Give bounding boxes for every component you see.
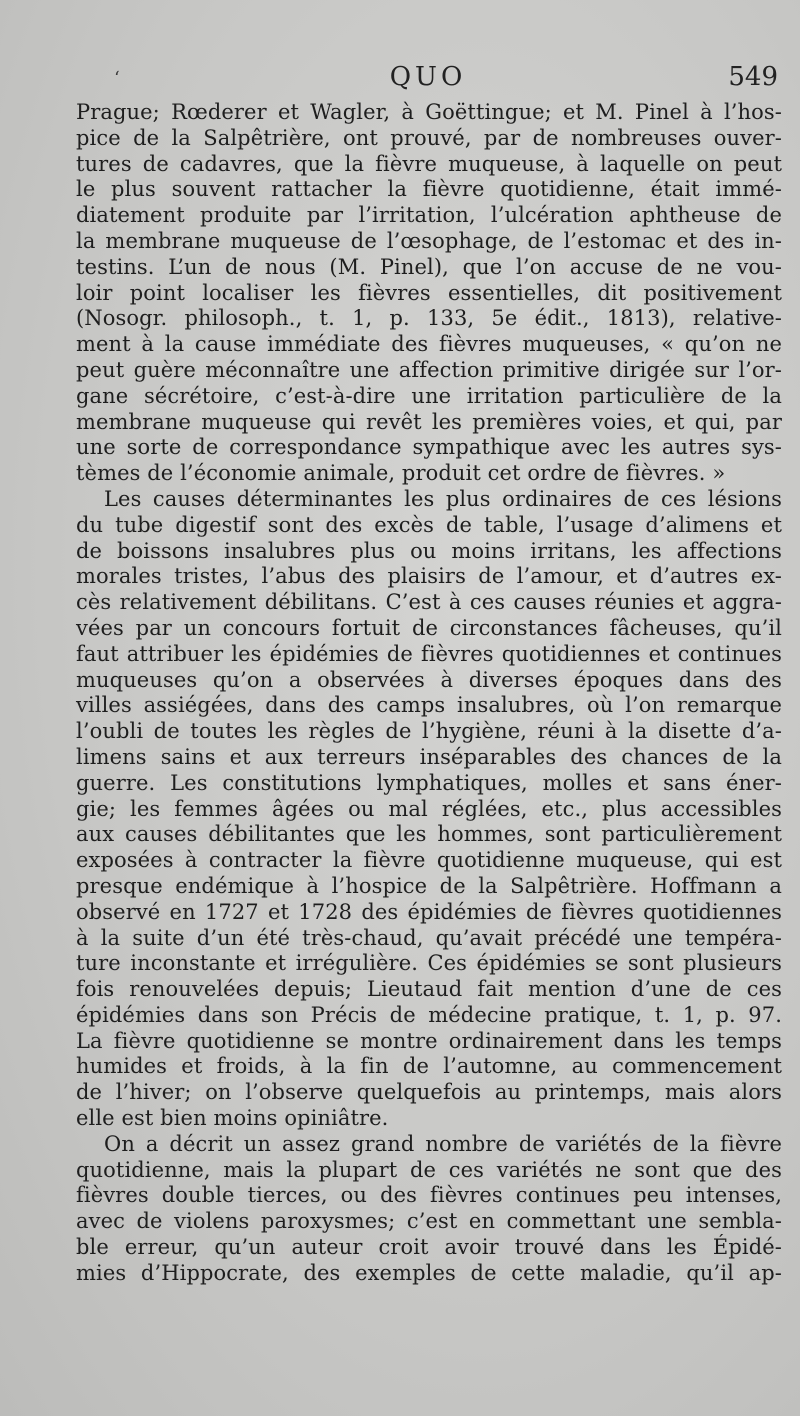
text-line: gane sécrétoire, c’est-à-dire une irritation particulière de la [76, 383, 782, 408]
text-line: On a décrit un assez grand nombre de variétés de la fièvre [104, 1131, 782, 1156]
text-line: limens sains et aux terreurs inséparables des chances de la [76, 744, 782, 769]
text-line: fièvres double tierces, ou des fièvres continues peu intenses, [76, 1183, 782, 1208]
text-line: épidémies dans son Précis de médecine pratique, t. 1, p. 97. [76, 1002, 782, 1027]
text-line: exposées à contracter la fièvre quotidienne muqueuse, qui est [76, 848, 782, 873]
text-line: morales tristes, l’abus des plaisirs de l’amour, et d’autres ex- [76, 564, 782, 589]
text-line: du tube digestif sont des excès de table, l’usage d’alimens et [76, 512, 782, 537]
text-line: Les causes déterminantes les plus ordinaires de ces lésions [104, 486, 782, 511]
text-line: mies d’Hippocrate, des exemples de cette maladie, qu’il ap- [76, 1260, 782, 1285]
text-line: cès relativement débilitans. C’est à ces causes réunies et aggra- [76, 590, 782, 615]
body-text [76, 100, 782, 1287]
text-line: pice de la Salpêtrière, ont prouvé, par de nombreuses ouver- [76, 125, 782, 150]
page-header [78, 62, 778, 98]
text-line: ment à la cause immédiate des fièvres muqueuses, « qu’on ne [76, 332, 782, 357]
text-line: de boissons insalubres plus ou moins irritans, les affections [76, 538, 782, 563]
text-line: avec de violens paroxysmes; c’est en commettant une sembla- [76, 1209, 782, 1234]
running-head: QUO [389, 62, 467, 92]
text-line: vées par un concours fortuit de circonstances fâcheuses, qu’il [76, 615, 782, 640]
text-line: tèmes de l’économie animale, produit cet ordre de fièvres. » [76, 461, 726, 486]
text-line: elle est bien moins opiniâtre. [76, 1106, 389, 1131]
text-line: presque endémique à l’hospice de la Salpêtrière. Hoffmann a [76, 873, 782, 898]
text-line: tures de cadavres, que la fièvre muqueuse, à laquelle on peut [76, 151, 782, 176]
text-line: peut guère méconnaître une affection primitive dirigée sur l’or- [76, 357, 782, 382]
text-line: observé en 1727 et 1728 des épidémies de fièvres quotidiennes [76, 899, 782, 924]
text-line: diatement produite par l’irritation, l’ulcération aphtheuse de [76, 203, 782, 228]
text-line: de l’hiver; on l’observe quelquefois au printemps, mais alors [76, 1080, 782, 1105]
text-line: Prague; Rœderer et Wagler, à Goëttingue; et M. Pinel à l’hos- [76, 100, 782, 124]
header-mark: ‘ [114, 68, 120, 89]
text-line: villes assiégées, dans des camps insalubres, où l’on remarque [76, 693, 782, 718]
text-line: fois renouvelées depuis; Lieutaud fait mention d’une de ces [76, 977, 782, 1002]
text-line: testins. L’un de nous (M. Pinel), que l’on accuse de ne vou- [76, 254, 782, 279]
text-line: muqueuses qu’on a observées à diverses époques dans des [76, 667, 782, 692]
page-number: 549 [728, 62, 778, 92]
text-line: le plus souvent rattacher la fièvre quotidienne, était immé- [76, 177, 782, 202]
text-line: (Nosogr. philosoph., t. 1, p. 133, 5e édit., 1813), relative- [76, 306, 782, 331]
text-line: l’oubli de toutes les règles de l’hygiène, réuni à la disette d’a- [76, 719, 782, 744]
text-line: à la suite d’un été très-chaud, qu’avait précédé une tempéra- [76, 925, 782, 950]
text-line: guerre. Les constitutions lymphatiques, molles et sans éner- [76, 770, 782, 795]
text-line: aux causes débilitantes que les hommes, sont particulièrement [76, 822, 782, 847]
text-line: humides et froids, à la fin de l’automne, au commencement [76, 1054, 782, 1079]
text-line: ture inconstante et irrégulière. Ces épidémies se sont plusieurs [76, 951, 782, 976]
text-line: quotidienne, mais la plupart de ces variétés ne sont que des [76, 1157, 782, 1182]
text-line: gie; les femmes âgées ou mal réglées, etc., plus accessibles [76, 796, 782, 821]
text-line: une sorte de correspondance sympathique avec les autres sys- [76, 435, 782, 460]
text-line: faut attribuer les épidémies de fièvres quotidiennes et continues [76, 641, 782, 666]
text-line: ble erreur, qu’un auteur croit avoir trouvé dans les Épidé- [76, 1235, 782, 1260]
text-line: la membrane muqueuse de l’œsophage, de l’estomac et des in- [76, 228, 782, 253]
text-line: La fièvre quotidienne se montre ordinairement dans les temps [76, 1028, 782, 1053]
text-line: membrane muqueuse qui revêt les premières voies, et qui, par [76, 409, 782, 434]
text-line: loir point localiser les fièvres essentielles, dit positivement [76, 280, 782, 305]
